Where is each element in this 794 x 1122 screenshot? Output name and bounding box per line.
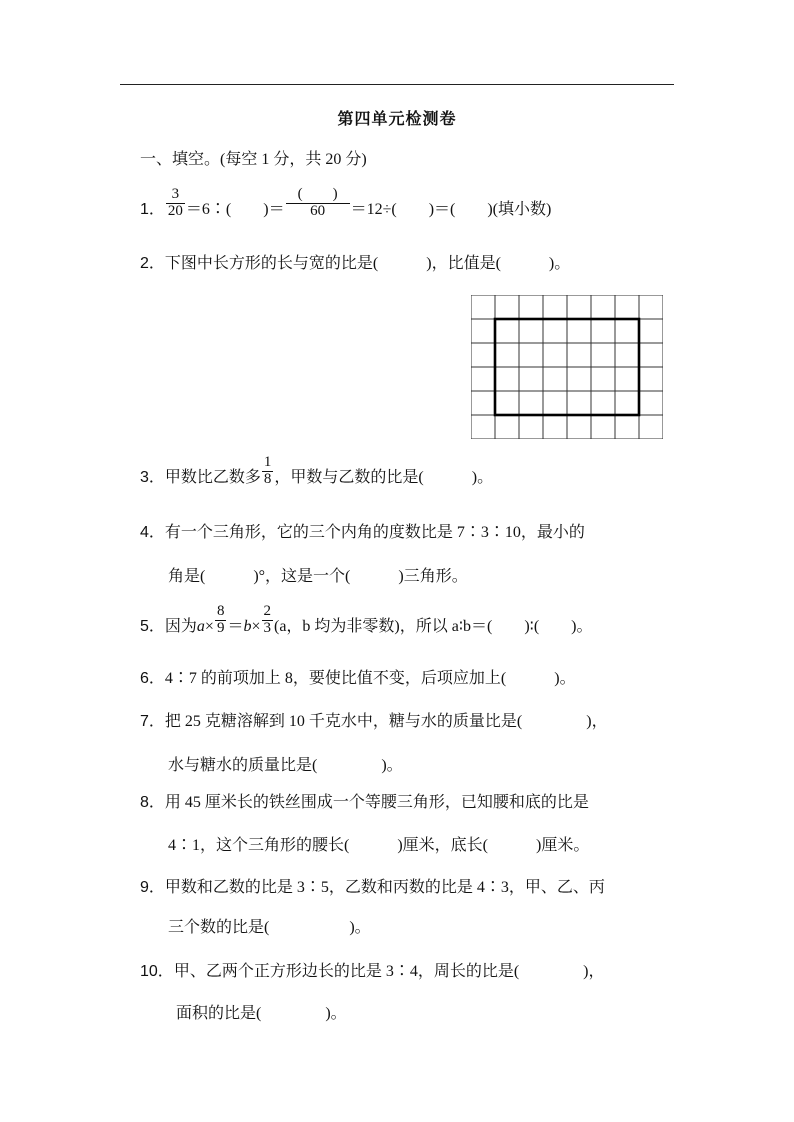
fraction: $\frac{1}{8}$ xyxy=(263,454,272,487)
question-number: 8． xyxy=(140,794,165,811)
fraction: $\frac{2}{3}$ xyxy=(263,603,271,636)
question-8-line-2: 4∶1，这个三角形的腰长( )厘米，底长( )厘米。 xyxy=(168,837,590,854)
page-title: 第四单元检测卷 xyxy=(337,111,457,128)
question-1: 1． $\frac{3}{20}$ ＝6∶( )＝ $\frac{( )}{60}$ ＝12÷( )＝( )(填小数) xyxy=(140,186,552,219)
question-5: 5．因为a× $\frac{8}{9}$ ＝b× $\frac{2}{3}$ (a，b 均为非零数)，所以 a∶b＝( )∶( )。 xyxy=(140,603,593,636)
question-8-line-1: 8．用 45 厘米长的铁丝围成一个等腰三角形，已知腰和底的比是 xyxy=(140,794,589,811)
question-number: 3． xyxy=(140,469,165,486)
question-number: 9． xyxy=(140,879,165,896)
section-heading: 一、填空。(每空 1 分，共 20 分) xyxy=(140,151,367,168)
question-9-line-2: 三个数的比是( )。 xyxy=(168,919,371,936)
question-number: 7． xyxy=(140,713,165,730)
question-number: 4． xyxy=(140,524,165,541)
question-number: 10． xyxy=(140,963,174,980)
question-10-line-1: 10．甲、乙两个正方形边长的比是 3∶4，周长的比是( )， xyxy=(140,963,605,980)
question-7-line-1: 7．把 25 克糖溶解到 10 千克水中，糖与水的质量比是( )， xyxy=(140,713,608,730)
question-6: 6．4∶7 的前项加上 8，要使比值不变，后项应加上( )。 xyxy=(140,670,576,687)
question-4-line-1: 4．有一个三角形，它的三个内角的度数比是 7∶3∶10，最小的 xyxy=(140,524,585,541)
fraction: $\frac{3}{20}$ xyxy=(167,186,183,219)
fraction: $\frac{( )}{60}$ xyxy=(286,187,350,220)
fraction: $\frac{8}{9}$ xyxy=(216,603,225,636)
question-10-line-2: 面积的比是( )。 xyxy=(176,1005,347,1022)
question-7-line-2: 水与糖水的质量比是( )。 xyxy=(168,757,403,774)
question-9-line-1: 9．甲数和乙数的比是 3∶5，乙数和丙数的比是 4∶3，甲、乙、丙 xyxy=(140,879,605,896)
question-number: 5． xyxy=(140,618,165,635)
question-number: 2． xyxy=(140,255,165,272)
question-4-line-2: 角是( )°，这是一个( )三角形。 xyxy=(168,568,468,585)
rectangle-grid-figure xyxy=(471,295,663,439)
question-number: 1． xyxy=(140,201,165,218)
question-2: 2．下图中长方形的长与宽的比是( )，比值是( )。 xyxy=(140,255,571,272)
question-number: 6． xyxy=(140,670,165,687)
question-3: 3．甲数比乙数多 $\frac{1}{8}$ ，甲数与乙数的比是( )。 xyxy=(140,454,494,487)
top-rule xyxy=(120,84,674,85)
